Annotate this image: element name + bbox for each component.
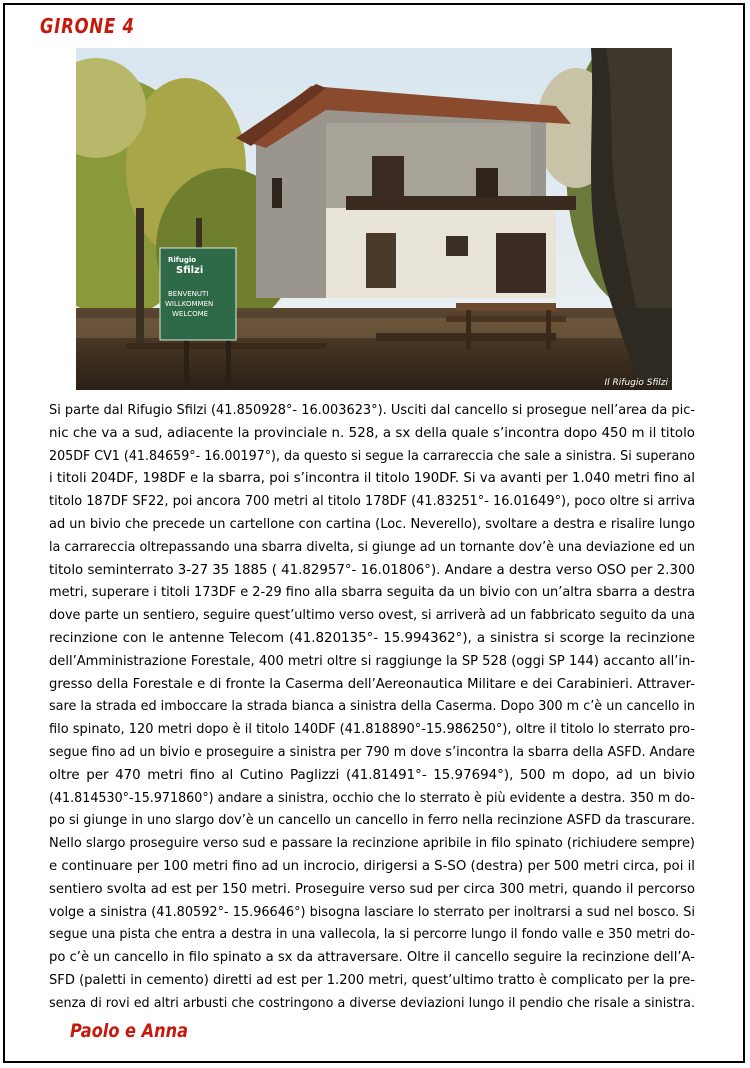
rifugio-photo: [76, 48, 672, 390]
text-line: nic che va a sud, adiacente la provinciale n. 528, a sx della quale s’incontra dopo 450 m il titolo: [49, 425, 695, 441]
text-line: filo spinato, 120 metri dopo è il titolo 140DF (41.818890°-15.986250°), oltre il titolo lo sterrato pro-: [49, 722, 695, 738]
text-line: la carrareccia oltrepassando una sbarra divelta, si giunge ad un tornante dov’è una deviazione ed un: [49, 539, 695, 555]
text-line: gresso della Forestale e di fronte la Caserma dell’Aereonautica Militare e dei Carabinieri. Attraver-: [49, 676, 695, 692]
text-line: titolo seminterrato 3-27 35 1885 ( 41.82957°- 16.01806°). Andare a destra verso OSO per 2.300: [49, 562, 695, 578]
text-line: (41.814530°-15.971860°) andare a sinistra, occhio che lo sterrato è più evidente a destra. 350 m do-: [49, 790, 695, 806]
text-line: senza di rovi ed altri arbusti che costringono a diverse deviazioni lungo il pendio che risale a sinistra.: [49, 995, 695, 1011]
text-line: segue una pista che entra a destra in una vallecola, la si percorre lungo il fondo valle e 350 metri do-: [49, 927, 695, 943]
sign-text-line-2: Sfilzi: [176, 265, 204, 276]
page-title: GIRONE 4: [40, 14, 135, 38]
photo-caption: Il Rifugio Sfilzi: [604, 378, 668, 388]
text-line: Si parte dal Rifugio Sfilzi (41.850928°- 16.003623°). Usciti dal cancello si prosegue nell’area da pic-: [49, 403, 695, 418]
text-line: metri, superare i titoli 173DF e 2-29 fino alla sbarra seguita da un bivio con un’altra sbarra a destra: [49, 585, 695, 601]
text-line: oltre per 470 metri fino al Cutino Paglizzi (41.81491°- 15.97694°), 500 m dopo, ad un bivio: [49, 767, 695, 783]
text-line: recinzione con le antenne Telecom (41.820135°- 15.994362°), a sinistra si scorge la recinzione: [49, 630, 695, 646]
description-text: [49, 400, 695, 1016]
text-line: sentiero svolta ad est per 150 metri. Proseguire verso sud per circa 300 metri, quando il percorso: [49, 881, 695, 897]
text-line: titolo 187DF SF22, poi ancora 700 metri al titolo 178DF (41.83251°- 16.01649°), poco oltre si arriva: [49, 494, 695, 510]
text-line: i titoli 204DF, 198DF e la sbarra, poi s’incontra il titolo 190DF. Si va avanti per 1.040 metri fino al: [49, 471, 695, 487]
text-line: dell’Amministrazione Forestale, 400 metri oltre si raggiunge la SP 528 (oggi SP 144) accanto all’in-: [49, 653, 695, 669]
text-line: volge a sinistra (41.80592°- 15.96646°) bisogna lasciare lo sterrato per inoltrarsi a sud nel bosco. Si: [49, 904, 695, 920]
text-line: Nello slargo proseguire verso sud e passare la recinzione apribile in filo spinato (richiudere sempre): [49, 836, 695, 852]
text-line: dove parte un sentiero, seguire quest’ultimo verso ovest, si arriverà ad un fabbricato seguito da una: [49, 608, 695, 624]
sign-text-line-1: Rifugio: [168, 256, 197, 264]
text-line: segue fino ad un bivio e proseguire a sinistra per 790 m dove s’incontra la sbarra della ASFD. Andare: [49, 744, 695, 760]
sign-text-line-4: WILLKOMMEN: [165, 300, 214, 308]
text-line: ad un bivio che precede un cartellone con cartina (Loc. Neverello), svoltare a destra e risalire lungo: [49, 516, 695, 532]
sign-text-line-5: WELCOME: [172, 310, 209, 318]
text-line: po c’è un cancello in filo spinato a sx da attraversare. Oltre il cancello seguire la recinzione dell’A-: [49, 950, 695, 966]
text-line: SFD (paletti in cemento) diretti ad est per 1.200 metri, quest’ultimo tratto è complicato per la pre-: [49, 972, 695, 988]
text-line: sare la strada ed imboccare la strada bianca a sinistra della Caserma. Dopo 300 m c’è un cancello in: [49, 699, 695, 715]
text-line: po si giunge in uno slargo dov’è un cancello un cancello in ferro nella recinzione ASFD da trascurare.: [49, 813, 695, 829]
text-line: 205DF CV1 (41.84659°- 16.00197°), da questo si segue la carrareccia che sale a sinistra. Si superano: [49, 448, 695, 464]
author-signature: Paolo e Anna: [70, 1020, 189, 1042]
sign-text-line-3: BENVENUTI: [168, 290, 209, 298]
text-line: e continuare per 100 metri fino ad un incrocio, dirigersi a S-SO (destra) per 500 metri circa, poi il: [49, 858, 695, 874]
